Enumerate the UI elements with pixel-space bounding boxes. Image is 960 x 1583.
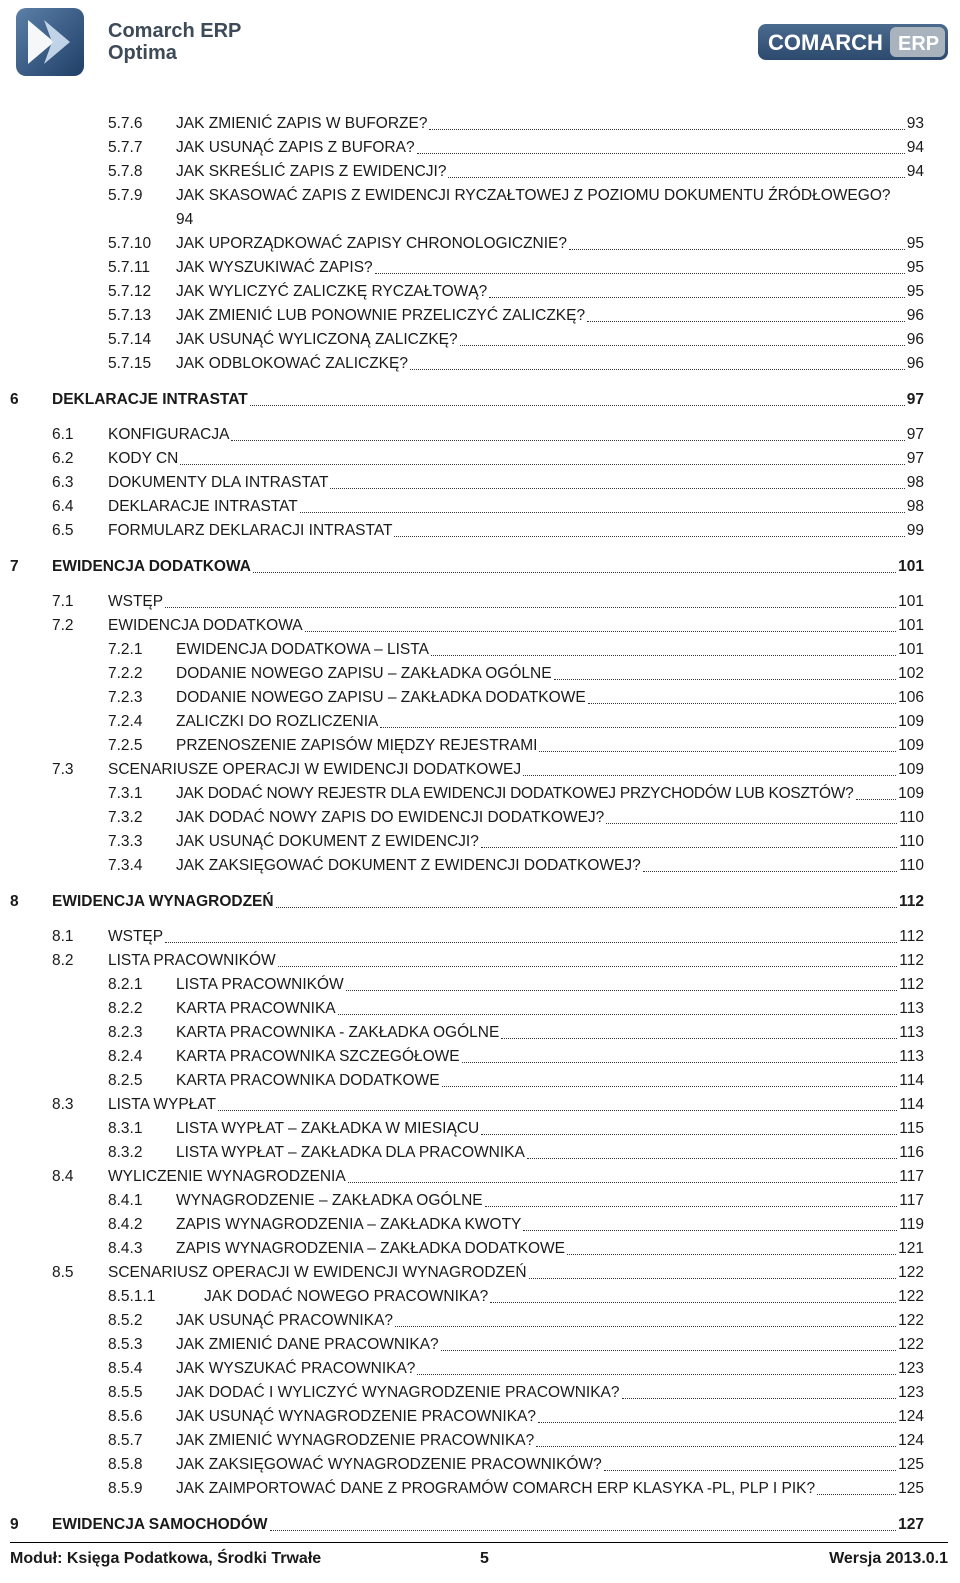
toc-entry-number: 6.4 xyxy=(52,498,74,515)
toc-dot-leader xyxy=(529,1261,896,1279)
toc-entry-page: 123 xyxy=(898,1384,924,1401)
toc-entry-number: 8.5.1.1 xyxy=(108,1288,156,1305)
toc-dot-leader xyxy=(460,328,905,346)
toc-entry-title: ZALICZKI DO ROZLICZENIA xyxy=(176,713,379,730)
toc-entry[interactable] xyxy=(0,997,960,1021)
toc-dot-leader xyxy=(569,232,905,250)
toc-entry-number: 5.7.12 xyxy=(108,283,152,300)
toc-entry[interactable] xyxy=(0,590,960,614)
toc-entry[interactable] xyxy=(0,519,960,543)
toc-entry-page: 117 xyxy=(899,1168,924,1185)
toc-dot-leader xyxy=(481,1117,897,1135)
toc-entry-number: 5.7.14 xyxy=(108,331,152,348)
toc-entry-title: DODANIE NOWEGO ZAPISU – ZAKŁADKA DODATKOWE xyxy=(176,689,586,706)
toc-entry-title: ZAPIS WYNAGRODZENIA – ZAKŁADKA DODATKOWE xyxy=(176,1240,566,1257)
toc-entry[interactable] xyxy=(0,614,960,638)
toc-entry-page: 109 xyxy=(898,713,924,730)
toc-entry-page: 95 xyxy=(906,235,924,252)
toc-dot-leader xyxy=(604,1453,896,1471)
toc-entry-page: 110 xyxy=(899,857,924,874)
toc-entry-page: 101 xyxy=(898,617,924,634)
toc-dot-leader xyxy=(554,662,896,680)
toc-entry-title: EWIDENCJA DODATKOWA – LISTA xyxy=(176,641,429,658)
toc-dot-leader xyxy=(380,710,896,728)
toc-entry-page: 96 xyxy=(906,307,924,324)
toc-entry-number: 5.7.8 xyxy=(108,163,143,180)
toc-entry-title: WSTĘP xyxy=(108,928,164,945)
toc-entry[interactable] xyxy=(0,1261,960,1285)
toc-entry-number: 8.2.4 xyxy=(108,1048,143,1065)
toc-entry[interactable] xyxy=(0,304,960,328)
toc-entry-page: 110 xyxy=(899,809,924,826)
footer-module: Moduł: Księga Podatkowa, Środki Trwałe xyxy=(10,1550,322,1567)
toc-entry-title: WSTĘP xyxy=(108,593,164,610)
toc-entry-page: 96 xyxy=(906,331,924,348)
toc-entry-page: 112 xyxy=(898,893,924,910)
toc-entry[interactable] xyxy=(0,758,960,782)
toc-entry-number: 5.7.6 xyxy=(108,115,143,132)
toc-entry-number: 8.2.1 xyxy=(108,976,143,993)
toc-dot-leader xyxy=(856,782,896,800)
toc-entry[interactable] xyxy=(0,184,960,228)
toc-entry-page: 124 xyxy=(898,1432,924,1449)
toc-entry-number: 7.2.3 xyxy=(108,689,143,706)
toc-entry-number: 7.3 xyxy=(52,761,74,778)
toc-dot-leader xyxy=(180,447,905,465)
toc-entry-title: DODANIE NOWEGO ZAPISU – ZAKŁADKA OGÓLNE xyxy=(176,665,552,682)
toc-entry-page: 101 xyxy=(898,641,924,658)
toc-entry-page: 125 xyxy=(898,1480,924,1497)
toc-entry-title: ZAPIS WYNAGRODZENIA – ZAKŁADKA KWOTY xyxy=(176,1216,522,1233)
svg-text:COMARCH: COMARCH xyxy=(768,30,883,55)
toc-dot-leader xyxy=(431,638,896,656)
product-line-2: Optima xyxy=(108,42,177,64)
toc-entry-number: 8.2.2 xyxy=(108,1000,143,1017)
toc-dot-leader xyxy=(448,160,905,178)
toc-dot-leader xyxy=(417,136,905,154)
toc-entry-page: 122 xyxy=(898,1264,924,1281)
toc-entry-title: LISTA WYPŁAT – ZAKŁADKA W MIESIĄCU xyxy=(176,1120,480,1137)
footer-page-number: 5 xyxy=(480,1550,489,1567)
toc-entry-number: 7.3.1 xyxy=(108,785,143,802)
toc-entry-title: JAK USUNĄĆ PRACOWNIKA? xyxy=(176,1312,394,1329)
toc-entry[interactable] xyxy=(0,973,960,997)
toc-entry-title: JAK USUNĄĆ WYNAGRODZENIE PRACOWNIKA? xyxy=(176,1408,536,1425)
toc-entry-number: 5.7.9 xyxy=(108,187,143,204)
toc-dot-leader xyxy=(300,495,905,513)
toc-entry-title: DOKUMENTY DLA INTRASTAT xyxy=(108,474,329,491)
toc-entry-title: JAK ZAIMPORTOWAĆ DANE Z PROGRAMÓW COMARCH ERP KLASYKA -PL, PLP I PIK? xyxy=(176,1480,816,1497)
toc-entry-number: 8.5.8 xyxy=(108,1456,143,1473)
toc-entry[interactable] xyxy=(0,830,960,854)
toc-entry-title: JAK UPORZĄDKOWAĆ ZAPISY CHRONOLOGICZNIE? xyxy=(176,235,568,252)
toc-entry-title: FORMULARZ DEKLARACJI INTRASTAT xyxy=(108,522,393,539)
toc-entry-title: JAK ZMIENIĆ DANE PRACOWNIKA? xyxy=(176,1336,439,1353)
toc-entry-title: JAK DODAĆ NOWY ZAPIS DO EWIDENCJI DODATKOWEJ? xyxy=(176,809,605,826)
toc-entry[interactable] xyxy=(0,1309,960,1333)
toc-dot-leader xyxy=(165,925,897,943)
toc-entry-title: SCENARIUSZ OPERACJI W EWIDENCJI WYNAGRODZEŃ xyxy=(108,1264,527,1281)
toc-dot-leader xyxy=(538,1405,896,1423)
toc-entry-title: JAK WYSZUKAĆ PRACOWNIKA? xyxy=(176,1360,416,1377)
toc-entry-page: 109 xyxy=(898,761,924,778)
toc-entry[interactable] xyxy=(0,1513,960,1537)
toc-dot-leader xyxy=(410,352,905,370)
toc-entry-title: JAK DODAĆ NOWEGO PRACOWNIKA? xyxy=(204,1288,489,1305)
footer-version: Wersja 2013.0.1 xyxy=(829,1550,948,1567)
page-header xyxy=(0,0,960,95)
toc-dot-leader xyxy=(539,734,896,752)
toc-entry-number: 8.5.6 xyxy=(108,1408,143,1425)
toc-entry-page: 109 xyxy=(898,785,924,802)
toc-entry-title: SCENARIUSZE OPERACJI W EWIDENCJI DODATKOWEJ xyxy=(108,761,522,778)
toc-entry-page: 114 xyxy=(899,1072,924,1089)
toc-entry-number: 8.5.3 xyxy=(108,1336,143,1353)
toc-entry[interactable] xyxy=(0,1381,960,1405)
toc-entry-title: DEKLARACJE INTRASTAT xyxy=(108,498,298,515)
toc-entry-page: 94 xyxy=(906,163,924,180)
toc-entry[interactable] xyxy=(0,555,960,579)
toc-entry-title: JAK ZMIENIĆ LUB PONOWNIE PRZELICZYĆ ZALICZKĘ? xyxy=(176,307,586,324)
comarch-erp-logo-icon xyxy=(758,24,948,60)
toc-entry[interactable] xyxy=(0,949,960,973)
toc-entry-title: EWIDENCJA SAMOCHODÓW xyxy=(52,1516,268,1533)
toc-entry-title: JAK ZAKSIĘGOWAĆ DOKUMENT Z EWIDENCJI DODATKOWEJ? xyxy=(176,857,641,874)
toc-dot-leader xyxy=(501,1021,897,1039)
page-footer xyxy=(10,1542,948,1577)
toc-entry-page: 101 xyxy=(898,558,924,575)
toc-dot-leader xyxy=(231,423,905,441)
toc-entry-title: KONFIGURACJA xyxy=(108,426,230,443)
toc-entry-title: KODY CN xyxy=(108,450,179,467)
toc-entry[interactable] xyxy=(0,328,960,352)
toc-entry-title: JAK USUNĄĆ ZAPIS Z BUFORA? xyxy=(176,139,415,156)
toc-entry-title: LISTA WYPŁAT – ZAKŁADKA DLA PRACOWNIKA xyxy=(176,1144,525,1161)
toc-entry-title: DEKLARACJE INTRASTAT xyxy=(52,391,248,408)
toc-entry-page: 113 xyxy=(899,1048,924,1065)
toc-entry[interactable] xyxy=(0,256,960,280)
toc-entry-title: EWIDENCJA DODATKOWA xyxy=(108,617,303,634)
toc-dot-leader xyxy=(348,1165,897,1183)
toc-dot-leader xyxy=(587,304,905,322)
toc-entry-page: 97 xyxy=(906,391,924,408)
toc-dot-leader xyxy=(165,590,896,608)
toc-dot-leader xyxy=(375,256,905,274)
toc-entry-number: 8.4.3 xyxy=(108,1240,143,1257)
toc-entry-number: 7.1 xyxy=(52,593,74,610)
toc-dot-leader xyxy=(253,555,896,573)
toc-entry[interactable] xyxy=(0,734,960,758)
toc-entry[interactable] xyxy=(0,1093,960,1117)
toc-dot-leader xyxy=(270,1513,896,1531)
toc-entry-title: JAK ZAKSIĘGOWAĆ WYNAGRODZENIE PRACOWNIKÓW? xyxy=(176,1456,602,1473)
toc-dot-leader xyxy=(536,1429,896,1447)
toc-entry-page: 119 xyxy=(899,1216,924,1233)
toc-entry-number: 7.2.1 xyxy=(108,641,143,658)
product-line-1: Comarch ERP xyxy=(108,20,242,42)
toc-entry[interactable] xyxy=(0,1069,960,1093)
toc-entry-page: 94 xyxy=(906,139,924,156)
toc-entry-title: JAK WYLICZYĆ ZALICZKĘ RYCZAŁTOWĄ? xyxy=(176,283,488,300)
toc-entry-page: 93 xyxy=(906,115,924,132)
toc-entry[interactable] xyxy=(0,638,960,662)
toc-entry-page: 96 xyxy=(906,355,924,372)
toc-entry-number: 6.5 xyxy=(52,522,74,539)
toc-entry[interactable] xyxy=(0,388,960,412)
toc-entry-page: 102 xyxy=(898,665,924,682)
toc-dot-leader xyxy=(305,614,896,632)
toc-entry[interactable] xyxy=(0,1045,960,1069)
toc-entry[interactable] xyxy=(0,1189,960,1213)
toc-entry-number: 7.3.2 xyxy=(108,809,143,826)
toc-dot-leader xyxy=(276,890,897,908)
toc-dot-leader xyxy=(523,1213,897,1231)
toc-entry-page: 110 xyxy=(899,833,924,850)
toc-dot-leader xyxy=(527,1141,897,1159)
toc-dot-leader xyxy=(395,1309,896,1327)
toc-dot-leader xyxy=(622,1381,896,1399)
toc-dot-leader xyxy=(567,1237,896,1255)
toc-entry[interactable] xyxy=(0,352,960,376)
svg-text:ERP: ERP xyxy=(898,33,940,55)
toc-entry[interactable] xyxy=(0,1453,960,1477)
toc-entry-number: 8.3.1 xyxy=(108,1120,143,1137)
toc-dot-leader xyxy=(330,471,905,489)
toc-entry-page: 95 xyxy=(906,283,924,300)
toc-entry-number: 6.3 xyxy=(52,474,74,491)
toc-entry-page: 98 xyxy=(906,474,924,491)
toc-entry-page: 123 xyxy=(898,1360,924,1377)
toc-entry-page: 97 xyxy=(906,426,924,443)
toc-entry-page: 101 xyxy=(898,593,924,610)
toc-entry-title: LISTA PRACOWNIKÓW xyxy=(108,952,276,969)
toc-entry-title: EWIDENCJA WYNAGRODZEŃ xyxy=(52,893,274,910)
toc-dot-leader xyxy=(489,280,905,298)
toc-entry-page: 112 xyxy=(899,976,924,993)
toc-entry-number: 8.3 xyxy=(52,1096,74,1113)
toc-entry-number: 8.5.9 xyxy=(108,1480,143,1497)
toc-dot-leader xyxy=(485,1189,897,1207)
toc-entry[interactable] xyxy=(0,447,960,471)
toc-entry-page: 115 xyxy=(899,1120,924,1137)
toc-entry-number: 7.2.2 xyxy=(108,665,143,682)
toc-entry-title: JAK USUNĄĆ WYLICZONĄ ZALICZKĘ? xyxy=(176,331,458,348)
toc-dot-leader xyxy=(462,1045,897,1063)
toc-entry[interactable] xyxy=(0,1405,960,1429)
toc-dot-leader xyxy=(250,388,905,406)
toc-entry[interactable] xyxy=(0,495,960,519)
toc-entry-page: 113 xyxy=(899,1000,924,1017)
toc-entry-title: JAK ZMIENIĆ WYNAGRODZENIE PRACOWNIKA? xyxy=(176,1432,535,1449)
toc-entry[interactable] xyxy=(0,686,960,710)
toc-dot-leader xyxy=(442,1069,897,1087)
toc-entry-page: 113 xyxy=(899,1024,924,1041)
toc-entry[interactable] xyxy=(0,1141,960,1165)
toc-dot-leader xyxy=(429,112,905,130)
toc-entry-page: 125 xyxy=(898,1456,924,1473)
toc-entry-number: 8.2.5 xyxy=(108,1072,143,1089)
toc-entry-number: 5.7.10 xyxy=(108,235,152,252)
toc-entry-title: JAK DODAĆ NOWY REJESTR DLA EWIDENCJI DODATKOWEJ PRZYCHODÓW LUB KOSZTÓW? xyxy=(176,785,854,802)
toc-entry[interactable] xyxy=(0,890,960,914)
toc-entry[interactable] xyxy=(0,1021,960,1045)
toc-entry-title: LISTA PRACOWNIKÓW xyxy=(176,976,344,993)
toc-entry[interactable] xyxy=(0,232,960,256)
toc-entry[interactable] xyxy=(0,782,960,806)
toc-entry[interactable] xyxy=(0,1477,960,1501)
toc-dot-leader xyxy=(417,1357,896,1375)
toc-entry-page: 122 xyxy=(898,1336,924,1353)
toc-entry-title: JAK ODBLOKOWAĆ ZALICZKĘ? xyxy=(176,355,408,372)
toc-entry-number: 6 xyxy=(10,391,19,408)
toc-entry-number: 5.7.7 xyxy=(108,139,143,156)
toc-entry[interactable] xyxy=(0,1357,960,1381)
toc-dot-leader xyxy=(643,854,897,872)
toc-entry-title: JAK SKREŚLIĆ ZAPIS Z EWIDENCJI? xyxy=(176,163,447,180)
toc-entry-number: 8.4 xyxy=(52,1168,74,1185)
toc-entry-title: KARTA PRACOWNIKA xyxy=(176,1000,336,1017)
toc-entry[interactable] xyxy=(0,471,960,495)
toc-entry[interactable] xyxy=(0,1285,960,1309)
toc-entry-number: 7.2.5 xyxy=(108,737,143,754)
toc-entry-page: 117 xyxy=(899,1192,924,1209)
toc-entry-number: 8.4.1 xyxy=(108,1192,143,1209)
toc-entry[interactable] xyxy=(0,1165,960,1189)
toc-dot-leader xyxy=(490,1285,896,1303)
toc-entry-number: 8.5.7 xyxy=(108,1432,143,1449)
toc-entry-number: 8.2.3 xyxy=(108,1024,143,1041)
toc-entry-title: WYNAGRODZENIE – ZAKŁADKA OGÓLNE xyxy=(176,1192,483,1209)
toc-entry-page: 121 xyxy=(898,1240,924,1257)
toc-dot-leader xyxy=(346,973,897,991)
toc-entry-number: 8.5.2 xyxy=(108,1312,143,1329)
toc-entry[interactable] xyxy=(0,806,960,830)
toc-entry-number: 6.2 xyxy=(52,450,74,467)
toc-entry-number: 8.2 xyxy=(52,952,74,969)
toc-entry-page: 112 xyxy=(899,928,924,945)
toc-dot-leader xyxy=(278,949,897,967)
toc-entry-number: 8.5.4 xyxy=(108,1360,143,1377)
toc-entry-title: WYLICZENIE WYNAGRODZENIA xyxy=(108,1168,346,1185)
toc-entry-title: JAK DODAĆ I WYLICZYĆ WYNAGRODZENIE PRACOWNIKA? xyxy=(176,1384,620,1401)
toc-entry[interactable] xyxy=(0,280,960,304)
toc-entry[interactable] xyxy=(0,1429,960,1453)
toc-entry-title: JAK USUNĄĆ DOKUMENT Z EWIDENCJI? xyxy=(176,833,479,850)
toc-dot-leader xyxy=(523,758,896,776)
toc-entry-title: EWIDENCJA DODATKOWA xyxy=(52,558,251,575)
toc-entry-title: LISTA WYPŁAT xyxy=(108,1096,216,1113)
toc-entry-title: PRZENOSZENIE ZAPISÓW MIĘDZY REJESTRAMI xyxy=(176,737,538,754)
toc-entry-page: 122 xyxy=(898,1288,924,1305)
toc-dot-leader xyxy=(441,1333,896,1351)
toc-entry-title: KARTA PRACOWNIKA SZCZEGÓŁOWE xyxy=(176,1048,460,1065)
toc-entry-page: 99 xyxy=(906,522,924,539)
toc-entry-number: 8.4.2 xyxy=(108,1216,143,1233)
toc-entry-page: 112 xyxy=(899,952,924,969)
toc-entry-number: 7.3.3 xyxy=(108,833,143,850)
toc-entry-number: 7.2.4 xyxy=(108,713,143,730)
toc-entry[interactable] xyxy=(0,1213,960,1237)
toc-entry-page: 98 xyxy=(906,498,924,515)
product-name xyxy=(108,20,241,64)
toc-entry-number: 7 xyxy=(10,558,19,575)
toc-entry-page: 106 xyxy=(898,689,924,706)
toc-entry-number: 5.7.13 xyxy=(108,307,152,324)
toc-dot-leader xyxy=(588,686,896,704)
toc-entry[interactable] xyxy=(0,1117,960,1141)
toc-entry-number: 8 xyxy=(10,893,19,910)
toc-entry[interactable] xyxy=(0,160,960,184)
toc-dot-leader xyxy=(338,997,897,1015)
toc-dot-leader xyxy=(481,830,897,848)
toc-entry-title: JAK WYSZUKIWAĆ ZAPIS? xyxy=(176,259,373,276)
comarch-optima-logo-icon xyxy=(14,6,86,78)
toc-entry-page: 94 xyxy=(176,211,194,228)
toc-entry-page: 116 xyxy=(899,1144,924,1161)
toc-entry-number: 5.7.15 xyxy=(108,355,152,372)
toc-entry[interactable] xyxy=(0,1333,960,1357)
toc-entry[interactable] xyxy=(0,1237,960,1261)
toc-entry-title: JAK ZMIENIĆ ZAPIS W BUFORZE? xyxy=(176,115,428,132)
toc-entry[interactable] xyxy=(0,136,960,160)
toc-entry-number: 5.7.11 xyxy=(108,259,150,276)
toc-entry-page: 124 xyxy=(898,1408,924,1425)
toc-entry[interactable] xyxy=(0,925,960,949)
toc-entry-page: 95 xyxy=(906,259,924,276)
toc-dot-leader xyxy=(218,1093,897,1111)
toc-entry-page: 114 xyxy=(899,1096,924,1113)
toc-entry-number: 9 xyxy=(10,1516,19,1533)
toc-entry-page: 127 xyxy=(898,1516,924,1533)
toc-entry-title: KARTA PRACOWNIKA DODATKOWE xyxy=(176,1072,440,1089)
toc-entry[interactable] xyxy=(0,423,960,447)
toc-entry[interactable] xyxy=(0,710,960,734)
toc-entry-page: 122 xyxy=(898,1312,924,1329)
toc-entry-number: 8.5.5 xyxy=(108,1384,143,1401)
toc-entry-number: 8.1 xyxy=(52,928,74,945)
toc-entry-number: 6.1 xyxy=(52,426,74,443)
toc-entry-page: 97 xyxy=(906,450,924,467)
toc-dot-leader xyxy=(394,519,905,537)
toc-entry-number: 7.2 xyxy=(52,617,74,634)
toc-entry-title: KARTA PRACOWNIKA - ZAKŁADKA OGÓLNE xyxy=(176,1024,500,1041)
toc-entry-number: 8.5 xyxy=(52,1264,74,1281)
toc-dot-leader xyxy=(817,1477,896,1495)
toc-entry-number: 7.3.4 xyxy=(108,857,143,874)
toc-entry-number: 8.3.2 xyxy=(108,1144,143,1161)
toc-dot-leader xyxy=(606,806,897,824)
toc-entry-title: JAK SKASOWAĆ ZAPIS Z EWIDENCJI RYCZAŁTOWEJ Z POZIOMU DOKUMENTU ŹRÓDŁOWEGO? xyxy=(176,187,891,204)
toc-entry[interactable] xyxy=(0,662,960,686)
toc-entry[interactable] xyxy=(0,854,960,878)
toc-entry[interactable] xyxy=(0,112,960,136)
toc-entry-page: 109 xyxy=(898,737,924,754)
